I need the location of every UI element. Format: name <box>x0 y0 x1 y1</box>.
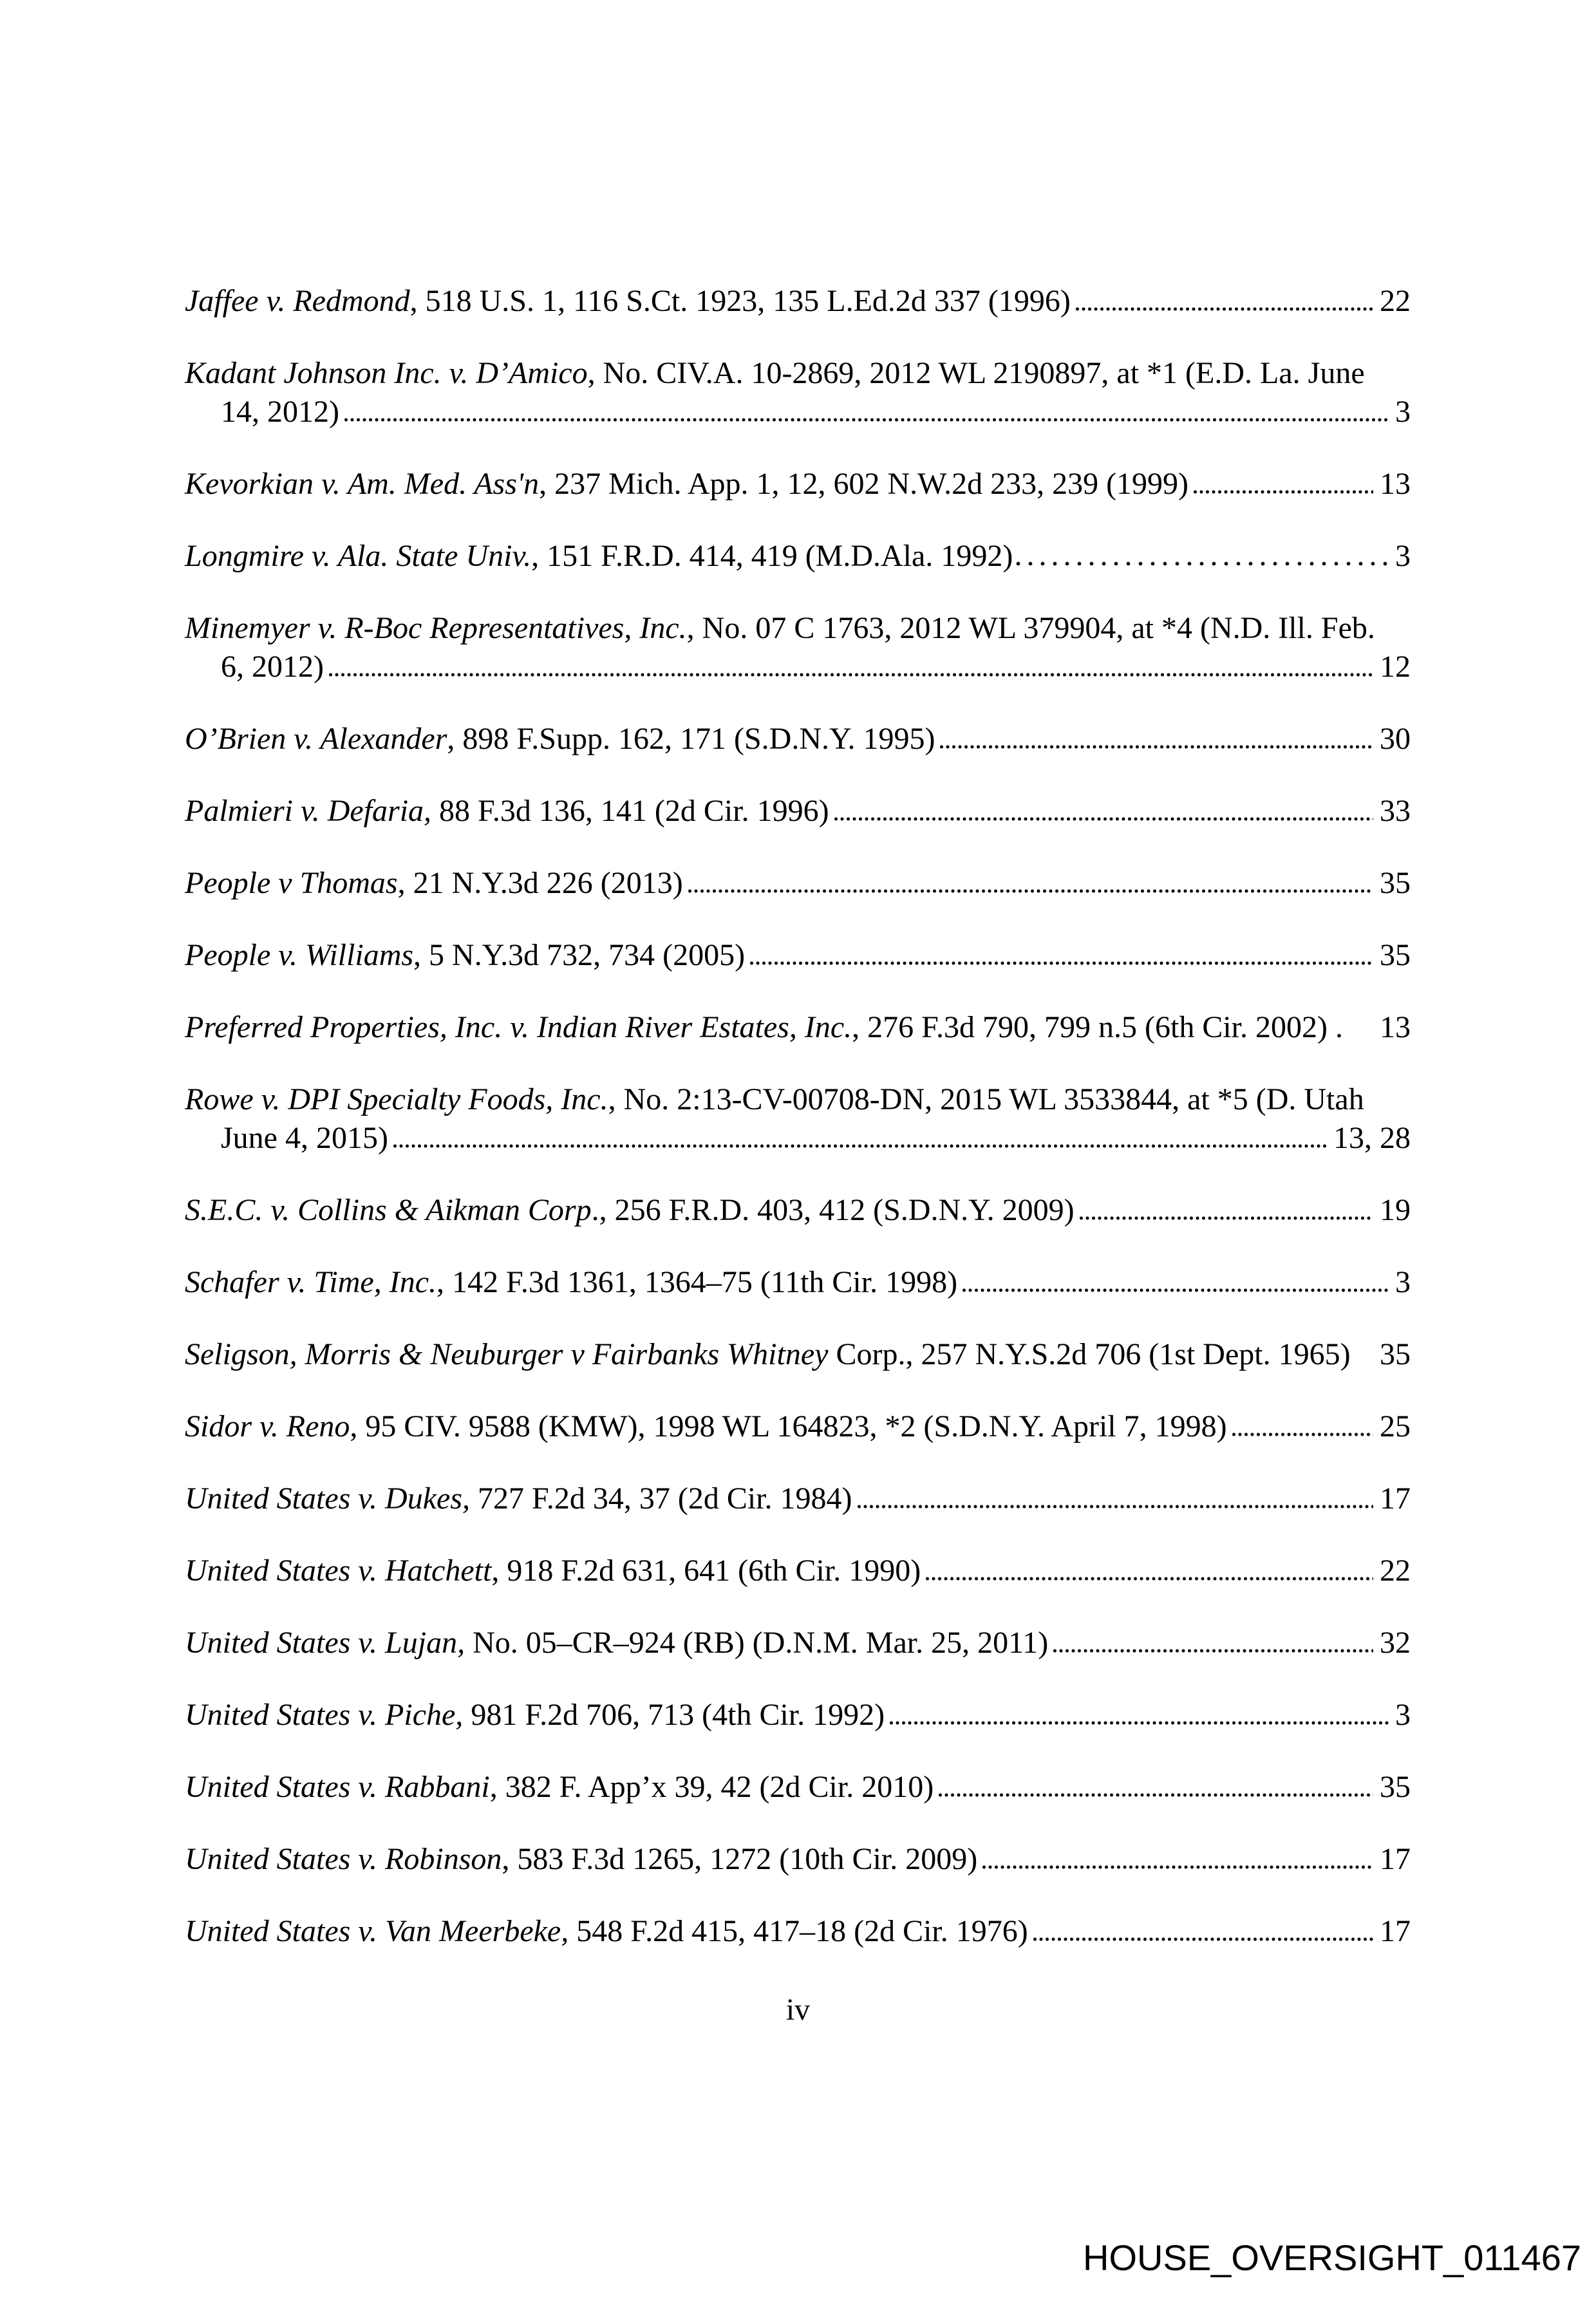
authority-entry-line <box>185 1480 1411 1518</box>
authority-entry-line <box>185 354 1411 393</box>
case-citation-detail: , No. CIV.A. 10-2869, 2012 WL 2190897, at *1 (E.D. La. June <box>587 356 1365 390</box>
case-citation-detail: , 583 F.3d 1265, 1272 (10th Cir. 2009) <box>502 1842 978 1876</box>
authority-entry-line <box>185 1335 1411 1374</box>
authority-entry <box>185 1080 1411 1158</box>
dot-leader <box>834 817 1373 821</box>
authority-entry-line <box>185 282 1411 321</box>
authority-entry-line <box>185 1840 1411 1879</box>
page-number-reference: 17 <box>1380 1914 1411 1948</box>
case-citation-detail: , 151 F.R.D. 414, 419 (M.D.Ala. 1992) <box>531 539 1013 573</box>
page-number-reference: 22 <box>1380 284 1411 318</box>
case-citation-detail: , No. 2:13-CV-00708-DN, 2015 WL 3533844, at *5 (D. Utah <box>608 1082 1364 1116</box>
page-number-reference: 17 <box>1380 1842 1411 1876</box>
authority-entry-line <box>185 1080 1411 1119</box>
case-citation-text <box>185 611 1375 645</box>
authority-entry <box>185 720 1411 758</box>
authority-entry-line <box>185 1696 1411 1734</box>
authority-entry <box>185 1191 1411 1230</box>
page-number-reference: 19 <box>1380 1193 1411 1227</box>
case-citation-text <box>185 537 1013 576</box>
case-name: Schafer v. Time, Inc. <box>185 1265 437 1299</box>
page-number-reference: 3 <box>1395 539 1411 573</box>
case-citation-detail: , 382 F. App’x 39, 42 (2d Cir. 2010) <box>489 1770 934 1804</box>
case-citation-text <box>185 1768 934 1807</box>
page-number-reference: 3 <box>1395 395 1411 429</box>
authority-entry <box>185 1480 1411 1518</box>
case-name: United States v. Dukes, <box>185 1481 470 1516</box>
dot-leader <box>688 889 1373 893</box>
authority-entry <box>185 1912 1411 1951</box>
dot-leader <box>890 1721 1389 1725</box>
case-name: Sidor v. Reno <box>185 1409 350 1443</box>
page-number-reference: 17 <box>1380 1481 1411 1516</box>
dot-leader <box>1076 307 1373 311</box>
case-citation-continuation: June 4, 2015) <box>221 1121 388 1155</box>
page-number-reference: 30 <box>1380 722 1411 756</box>
case-citation-text <box>185 1696 885 1734</box>
authority-entry-line <box>185 1624 1411 1662</box>
case-name: Rowe v. DPI Specialty Foods, Inc. <box>185 1082 608 1116</box>
page-number-reference: 3 <box>1395 1698 1411 1732</box>
dot-leader <box>962 1288 1389 1292</box>
authority-entry-continuation-line <box>185 1119 1411 1158</box>
case-citation-detail: , 95 CIV. 9588 (KMW), 1998 WL 164823, *2 (S.D.N.Y. April 7, 1998) <box>350 1409 1227 1443</box>
case-citation-text <box>185 1263 957 1302</box>
case-citation-text <box>185 1191 1075 1230</box>
authority-entry <box>185 1407 1411 1446</box>
dot-leader <box>344 418 1389 422</box>
dot-leader <box>939 1793 1373 1797</box>
case-citation-detail: , 518 U.S. 1, 116 S.Ct. 1923, 135 L.Ed.2d 337 (1996) <box>409 284 1071 318</box>
dot-leader <box>926 1577 1373 1581</box>
case-citation-text <box>185 936 745 975</box>
case-name: United States v. Rabbani <box>185 1770 490 1804</box>
case-citation-continuation: 6, 2012) <box>221 650 324 684</box>
page-number-reference: 35 <box>1380 1770 1411 1804</box>
table-of-authorities <box>185 282 1411 1984</box>
page-number-reference: 25 <box>1380 1409 1411 1443</box>
authority-entry <box>185 537 1411 576</box>
case-citation-detail: , 898 F.Supp. 162, 171 (S.D.N.Y. 1995) <box>447 722 935 756</box>
authority-entry-line <box>185 1407 1411 1446</box>
case-name: Jaffee v. Redmond <box>185 284 410 318</box>
case-citation-detail: ., 256 F.R.D. 403, 412 (S.D.N.Y. 2009) <box>591 1193 1075 1227</box>
authority-entry-line <box>185 1191 1411 1230</box>
dot-leader <box>1194 490 1373 494</box>
case-citation-detail: 88 F.3d 136, 141 (2d Cir. 1996) <box>431 794 829 828</box>
page-number-reference: 12 <box>1380 650 1411 684</box>
case-citation-text <box>185 465 1188 503</box>
authority-entry <box>185 1624 1411 1662</box>
case-name: United States v. Piche, <box>185 1698 464 1732</box>
page-number-reference: 13 <box>1380 1010 1411 1044</box>
dot-leader <box>1053 1649 1373 1653</box>
dot-leader <box>1232 1433 1373 1436</box>
authority-entry-line <box>185 720 1411 758</box>
authority-entry-line <box>185 792 1411 831</box>
case-citation-detail: , 142 F.3d 1361, 1364–75 (11th Cir. 1998) <box>437 1265 958 1299</box>
case-citation-text <box>185 356 1365 390</box>
case-name: Longmire v. Ala. State Univ. <box>185 539 532 573</box>
case-citation-text <box>185 792 829 831</box>
dot-leader <box>750 961 1373 965</box>
dot-leader <box>1080 1216 1373 1220</box>
case-citation-text <box>185 1407 1227 1446</box>
authority-entry-continuation-line <box>185 393 1411 431</box>
case-name: S.E.C. v. Collins & Aikman Corp <box>185 1193 592 1227</box>
page-number-reference: 32 <box>1380 1626 1411 1660</box>
authority-entry-line <box>185 609 1411 648</box>
case-citation-text <box>185 1912 1028 1951</box>
dot-leader <box>1033 1937 1373 1941</box>
page-number-reference: 35 <box>1380 938 1411 972</box>
case-citation-detail: , No. 07 C 1763, 2012 WL 379904, at *4 (N.D. Ill. Feb. <box>686 611 1375 645</box>
authority-entry-line <box>185 1768 1411 1807</box>
case-citation-detail: , 5 N.Y.3d 732, 734 (2005) <box>413 938 746 972</box>
case-name: Preferred Properties, Inc. v. Indian River Estates, Inc. <box>185 1010 852 1044</box>
folio-page-number: iv <box>785 1993 811 2027</box>
authority-entry <box>185 354 1411 431</box>
case-citation-detail: 727 F.2d 34, 37 (2d Cir. 1984) <box>470 1481 852 1516</box>
authority-entry-line <box>185 1008 1411 1047</box>
case-name: Kadant Johnson Inc. v. D’Amico <box>185 356 588 390</box>
authority-list <box>185 282 1411 1951</box>
dot-leader <box>940 745 1373 749</box>
page-number-reference: 35 <box>1380 1337 1411 1371</box>
authority-entry <box>185 936 1411 975</box>
case-name: United States v. Lujan, <box>185 1626 465 1660</box>
bates-stamp: HOUSE_OVERSIGHT_011467 <box>1083 2237 1581 2278</box>
case-citation-text <box>185 1552 921 1590</box>
authority-entry <box>185 792 1411 831</box>
case-name: Seligson, Morris & Neuburger v Fairbanks Whitney <box>185 1337 829 1371</box>
dot-leader <box>982 1865 1373 1869</box>
case-name: Kevorkian v. Am. Med. Ass'n <box>185 467 540 501</box>
case-citation-text <box>185 1335 1351 1374</box>
case-citation-continuation: 14, 2012) <box>221 395 339 429</box>
case-citation-text <box>185 864 683 903</box>
case-name: Palmieri v. Defaria, <box>185 794 432 828</box>
page-number-reference: 35 <box>1380 866 1411 900</box>
page-number-reference: 13, 28 <box>1333 1121 1411 1155</box>
case-citation-text <box>185 1082 1364 1116</box>
case-citation-text <box>185 282 1071 321</box>
page-number-reference: 22 <box>1380 1554 1411 1588</box>
dot-leader: . <box>1328 1010 1351 1044</box>
case-citation-detail: , 237 Mich. App. 1, 12, 602 N.W.2d 233, 239 (1999) <box>539 467 1189 501</box>
authority-entry-line <box>185 1263 1411 1302</box>
case-citation-text <box>185 1840 977 1879</box>
authority-entry-continuation-line <box>185 648 1411 686</box>
case-name: United States v. Hatchett <box>185 1554 492 1588</box>
authority-entry <box>185 282 1411 321</box>
authority-entry-line <box>185 936 1411 975</box>
case-citation-detail: , 21 N.Y.3d 226 (2013) <box>397 866 683 900</box>
authority-entry-line <box>185 864 1411 903</box>
case-citation-detail: 981 F.2d 706, 713 (4th Cir. 1992) <box>463 1698 885 1732</box>
authority-entry-line <box>185 1912 1411 1951</box>
page-number-reference: 13 <box>1380 467 1411 501</box>
authority-entry <box>185 1768 1411 1807</box>
case-citation-detail: Corp., 257 N.Y.S.2d 706 (1st Dept. 1965) <box>828 1337 1351 1371</box>
dot-leader <box>393 1144 1327 1148</box>
page-number-reference: 33 <box>1380 794 1411 828</box>
case-name: O’Brien v. Alexander <box>185 722 447 756</box>
dot-leader <box>329 673 1373 677</box>
case-citation-text <box>185 1624 1048 1662</box>
authority-entry <box>185 1263 1411 1302</box>
authority-entry-line <box>185 1552 1411 1590</box>
authority-entry <box>185 1008 1411 1047</box>
authority-entry <box>185 1335 1411 1374</box>
case-citation-text <box>185 1008 1328 1047</box>
authority-entry <box>185 1840 1411 1879</box>
authority-entry <box>185 1552 1411 1590</box>
case-name: People v. Williams <box>185 938 414 972</box>
authority-entry <box>185 1696 1411 1734</box>
case-citation-detail: 548 F.2d 415, 417–18 (2d Cir. 1976) <box>568 1914 1028 1948</box>
case-name: Minemyer v. R-Boc Representatives, Inc. <box>185 611 687 645</box>
page-number-reference: 3 <box>1395 1265 1411 1299</box>
case-citation-text <box>185 720 935 758</box>
authority-entry <box>185 864 1411 903</box>
case-citation-detail: , 276 F.3d 790, 799 n.5 (6th Cir. 2002) <box>852 1010 1328 1044</box>
authority-entry <box>185 609 1411 686</box>
case-citation-detail: , 918 F.2d 631, 641 (6th Cir. 1990) <box>491 1554 921 1588</box>
dot-leader <box>858 1505 1373 1509</box>
case-name: United States v. Van Meerbeke, <box>185 1914 569 1948</box>
case-citation-detail: No. 05–CR–924 (RB) (D.N.M. Mar. 25, 2011) <box>465 1626 1049 1660</box>
case-name: United States v. Robinson <box>185 1842 502 1876</box>
authority-entry-line <box>185 465 1411 503</box>
dot-leader <box>1016 561 1393 566</box>
case-name: People v Thomas <box>185 866 398 900</box>
authority-entry-line <box>185 537 1411 576</box>
case-citation-text <box>185 1480 852 1518</box>
authority-entry <box>185 465 1411 503</box>
